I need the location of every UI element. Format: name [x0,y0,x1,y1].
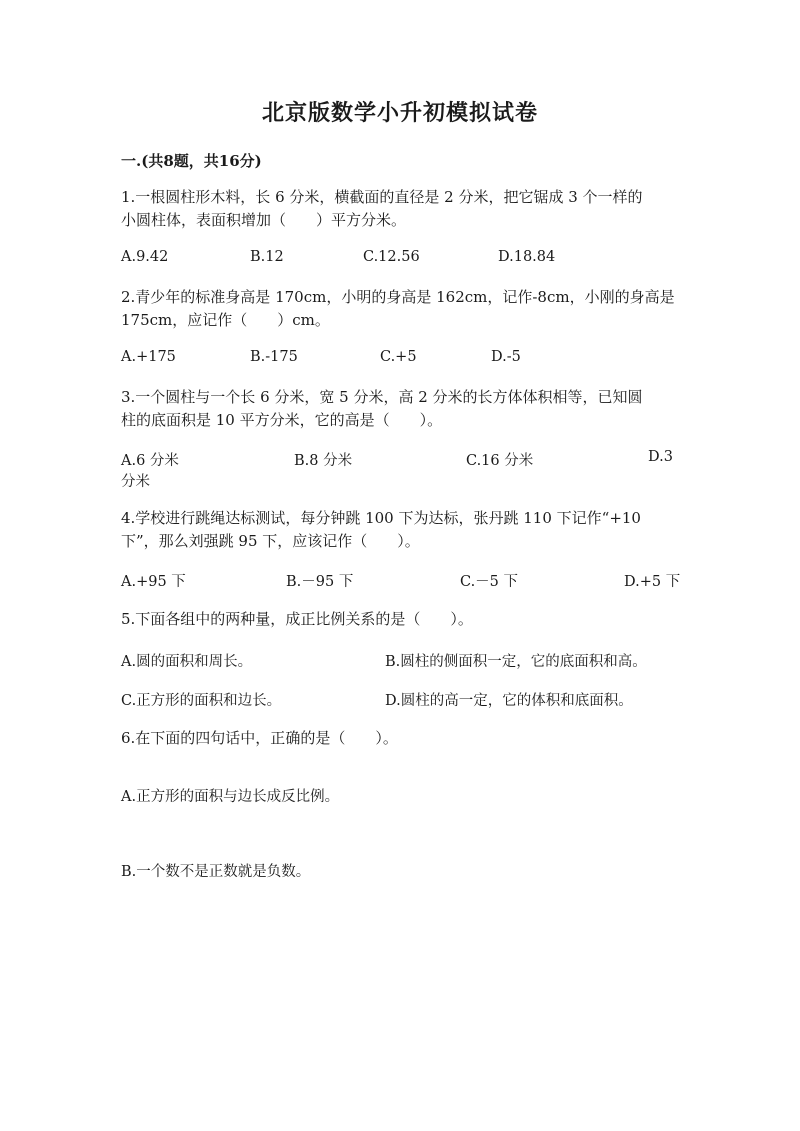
question-6-line-1: 6.在下面的四句话中，正确的是（ ）。 [121,729,398,747]
question-4-line-1: 4.学校进行跳绳达标测试，每分钟跳 100 下为达标，张丹跳 110 下记作“+10 [121,509,641,527]
question-5-option-b: B.圆柱的侧面积一定，它的底面积和高。 [385,654,647,670]
question-1-option-d: D.18.84 [498,249,556,265]
question-4-option-d: D.+5 下 [624,574,681,590]
question-1-option-b: B.12 [250,249,284,265]
question-3-option-a: A.6 分米 [121,453,179,469]
question-3-line-1: 3.一个圆柱与一个长 6 分米，宽 5 分米，高 2 分米的长方体体积相等，已知圆 [121,388,643,406]
question-2-option-c: C.+5 [380,349,417,365]
question-1-option-c: C.12.56 [363,249,420,265]
question-5-option-d: D.圆柱的高一定，它的体积和底面积。 [385,693,633,709]
question-4-line-2: 下”，那么刘强跳 95 下，应该记作（ ）。 [121,532,420,550]
question-5-option-a: A.圆的面积和周长。 [121,654,253,670]
question-3-option-d: D.3 [648,449,673,465]
question-2-option-b: B.-175 [250,349,298,365]
question-3-option-b: B.8 分米 [294,453,353,469]
question-2-line-2: 175cm，应记作（ ）cm。 [121,311,330,329]
page-title: 北京版数学小升初模拟试卷 [261,100,538,126]
question-5-line-1: 5.下面各组中的两种量，成正比例关系的是（ ）。 [121,610,473,628]
question-4-option-c: C.－5 下 [460,574,519,590]
question-3-option-d-wrap: 分米 [121,474,150,490]
question-4-option-a: A.+95 下 [121,574,186,590]
question-1-line-1: 1.一根圆柱形木料，长 6 分米，横截面的直径是 2 分米，把它锯成 3 个一样的 [121,188,643,206]
question-4-option-b: B.－95 下 [286,574,354,590]
question-6-option-b: B.一个数不是正数就是负数。 [121,864,311,880]
question-2-option-a: A.+175 [121,349,176,365]
question-1-option-a: A.9.42 [121,249,169,265]
question-1-line-2: 小圆柱体，表面积增加（ ）平方分米。 [121,211,407,229]
section-heading: 一.(共8题，共16分) [121,152,262,170]
question-2-option-d: D.-5 [491,349,521,365]
question-3-line-2: 柱的底面积是 10 平方分米，它的高是（ ）。 [121,411,443,429]
question-3-option-c: C.16 分米 [466,453,534,469]
question-5-option-c: C.正方形的面积和边长。 [121,693,282,709]
question-2-line-1: 2.青少年的标准身高是 170cm，小明的身高是 162cm，记作-8cm，小刚的身高是 [121,288,675,306]
question-6-option-a: A.正方形的面积与边长成反比例。 [121,789,340,805]
